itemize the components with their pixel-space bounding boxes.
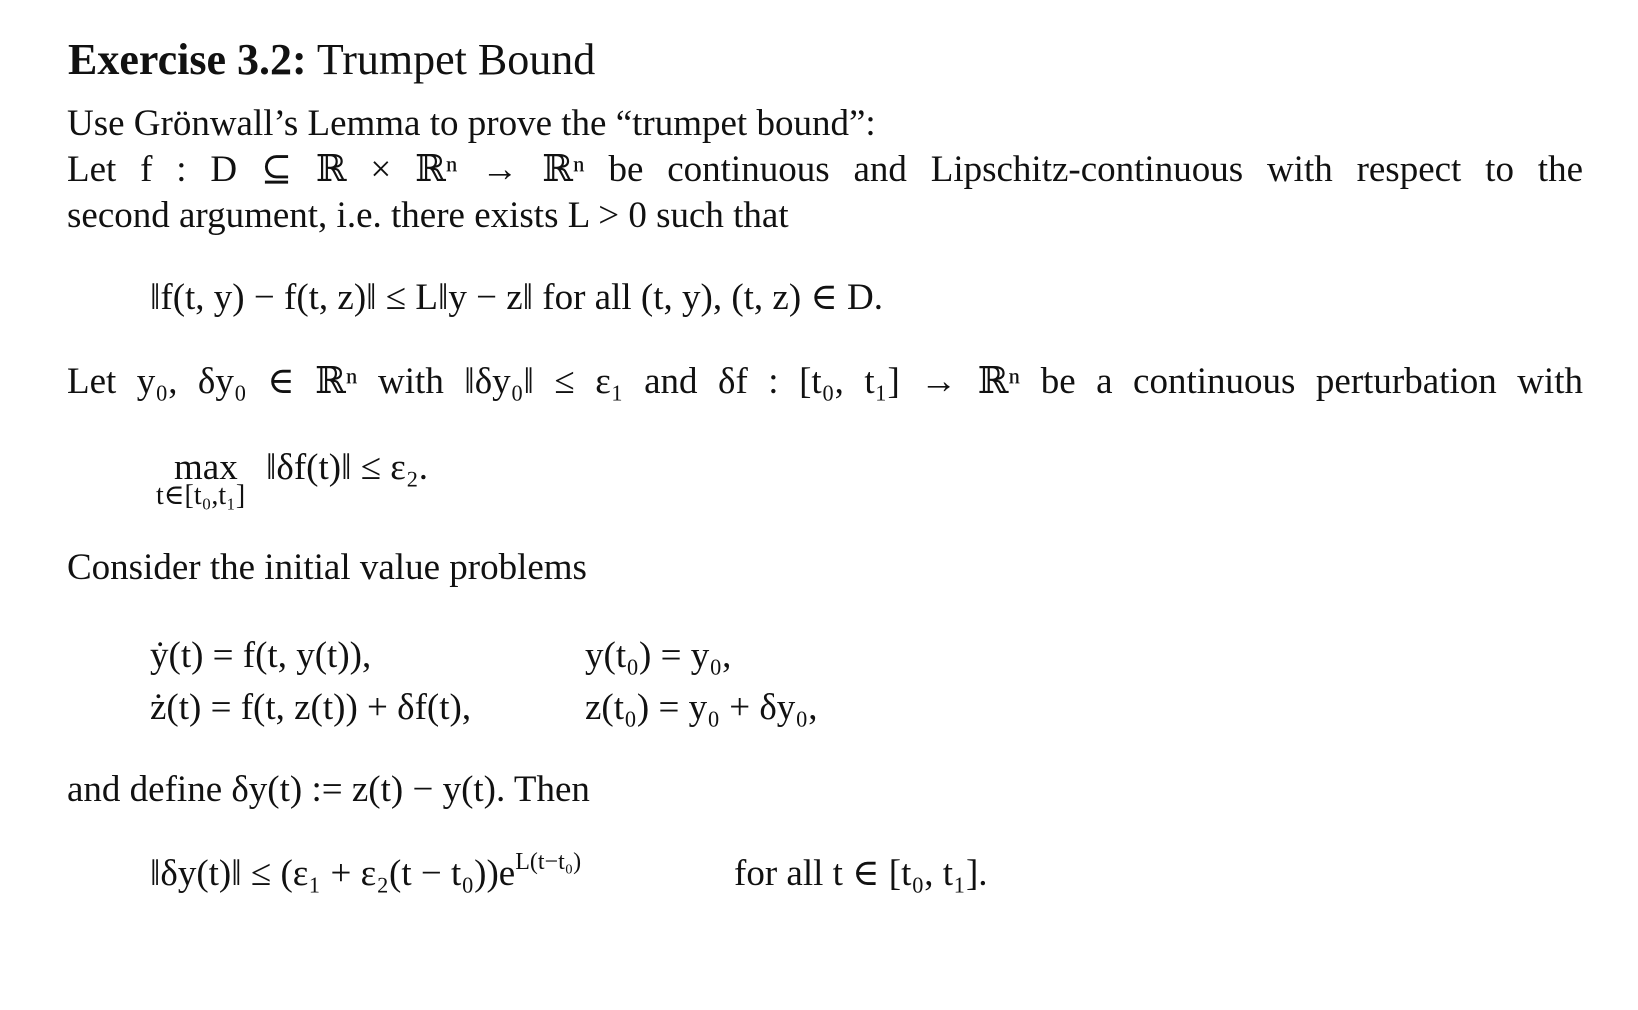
lipschitz-statement-line-1: Let f : D ⊆ ℝ × ℝⁿ → ℝⁿ be continuous and Lipschitz-continuous with respect to the [67, 149, 1583, 190]
perturbation-bound: ‖δf(t)‖ ≤ ε₂. [266, 447, 428, 488]
exercise-heading [68, 30, 595, 90]
ivp-2-equation: ż(t) = f(t, z(t)) + δf(t), [150, 687, 472, 728]
perturbation-statement: Let y₀, δy₀ ∈ ℝⁿ with ‖δy₀‖ ≤ ε₁ and δf : [t₀, t₁] → ℝⁿ be a continuous perturbation with [67, 361, 1583, 402]
ivp-1-initial: y(t₀) = y₀, [585, 635, 732, 676]
trumpet-bound-exponent: L(t−t₀) [515, 849, 582, 875]
max-subscript: t∈[t₀,t₁] [156, 480, 246, 511]
define-text: and define δy(t) := z(t) − y(t). Then [67, 769, 590, 810]
lipschitz-statement-line-2: second argument, i.e. there exists L > 0 such that [67, 195, 789, 236]
lipschitz-inequality: ‖f(t, y) − f(t, z)‖ ≤ L‖y − z‖ for all (t, y), (t, z) ∈ D. [150, 277, 884, 318]
exercise-title: Trumpet Bound [316, 35, 596, 84]
ivp-2-initial: z(t₀) = y₀ + δy₀, [585, 687, 818, 728]
exercise-number: Exercise 3.2: [68, 35, 307, 84]
consider-text: Consider the initial value problems [67, 547, 587, 588]
ivp-1-equation: ẏ(t) = f(t, y(t)), [150, 635, 372, 676]
intro-text: Use Grönwall’s Lemma to prove the “trumpet bound”: [67, 103, 876, 144]
max-word: max [174, 447, 238, 488]
trumpet-bound [150, 850, 581, 902]
trumpet-bound-domain: for all t ∈ [t₀, t₁]. [734, 853, 988, 894]
trumpet-bound-expression: ‖δy(t)‖ ≤ (ε₁ + ε₂(t − t₀))e [150, 853, 516, 894]
